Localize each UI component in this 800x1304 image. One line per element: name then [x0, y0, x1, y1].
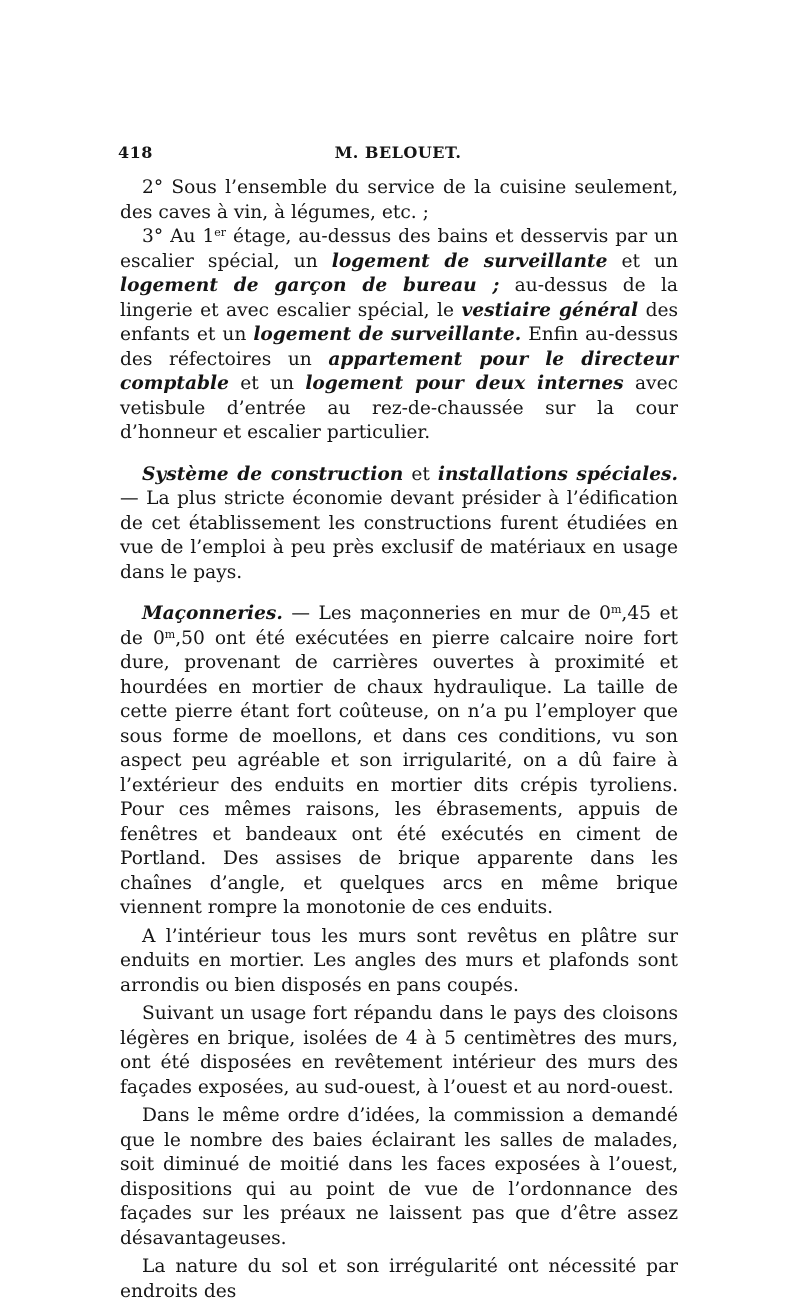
paragraph-caves: 2° Sous l’ensemble du service de la cuisine seulement, des caves à vin, à légumes, etc. ;	[120, 177, 678, 223]
unit-superscript: m	[610, 603, 622, 616]
paragraph-windows: Dans le même ordre d’idées, la commission a demandé que le nombre des baies éclairant les salles de malades, soit diminué de moitié dans les faces exposées à l’ouest, dispositions qui au point de vue de l’ordonnance des façades sur les préaux ne laissent pas que d’être assez désavantageuses.	[120, 1105, 678, 1249]
paragraph-masonry: Maçonneries. — Les maçonneries en mur de 0$^m$,45 et de 0$^m$,50 ont été exécutées en pierre calcaire noire fort dure, provenant de carrières ouvertes à proximité et hourdées en mortier de chaux hydraulique. La taille de cette pierre étant fort coûteuse, on n’a pu l’employer que sous forme de moellons, et dans ces conditions, vu son aspect peu agréable et son irrigularité, on a dû faire à l’extérieur des enduits en mortier dits crépis tyroliens. Pour ces mêmes raisons, les ébrasements, appuis de fenêtres et bandeaux ont été exécutés en ciment de Portland. Des assises de brique apparente dans les chaînes d’angle, et quelques arcs en même brique viennent rompre la monotonie de ces enduits.	[120, 603, 678, 918]
italic-term: logement de garçon de bureau ;	[120, 275, 500, 296]
paragraph-first-floor: 3° Au 1er étage, au-dessus des bains et desservis par un escalier spécial, un logement de surveillante et un logement de garçon de bureau ; au-dessus de la lingerie et avec escalier spécial, le vestiaire général des enfants et un logement de surveillante. Enfin au-dessus des réfectoires un appartement pour le directeur comptable et un logement pour deux internes avec vetisbule d’entrée au rez-de-chaussée sur la cour d’honneur et escalier particulier.	[120, 226, 679, 443]
italic-term: logement de surveillante.	[253, 324, 522, 345]
section-heading: Maçonneries.	[142, 603, 283, 624]
running-head-author: M. BELOUET.	[334, 143, 462, 162]
paragraph-partitions: Suivant un usage fort répandu dans le pays des cloisons légères en brique, isolées de 4 à 5 centimètres des murs, ont été disposées en revêtement intérieur des murs des façades exposées, au sud-ouest, à l’ouest et au nord-ouest.	[120, 1003, 678, 1098]
italic-term: vestiaire général	[461, 299, 639, 321]
running-header	[118, 143, 678, 169]
paragraph-soil: La nature du sol et son irrégularité ont nécessité par endroits des	[120, 1256, 678, 1302]
paragraph-construction-system: Système de construction et installations spéciales. — La plus stricte économie devant présider à l’édification de cet établissement les constructions furent étudiées en vue de l’emploi à peu près exclusif de matériaux en usage dans le pays.	[120, 463, 678, 583]
ordinal-superscript: er	[214, 226, 227, 239]
italic-term: logement de surveillante	[331, 250, 608, 272]
section-heading: installations spéciales.	[437, 463, 678, 485]
unit-superscript: m	[164, 627, 176, 641]
page-number: 418	[118, 143, 153, 162]
italic-term: logement pour deux internes	[305, 373, 624, 394]
body-text	[120, 176, 678, 1304]
italic-term: appartement pour le directeur comptable	[120, 348, 679, 394]
paragraph-interior: A l’intérieur tous les murs sont revêtus en plâtre sur enduits en mortier. Les angles des murs et plafonds sont arrondis ou bien disposés en pans coupés.	[120, 925, 678, 996]
section-heading: Système de construction	[142, 463, 404, 485]
